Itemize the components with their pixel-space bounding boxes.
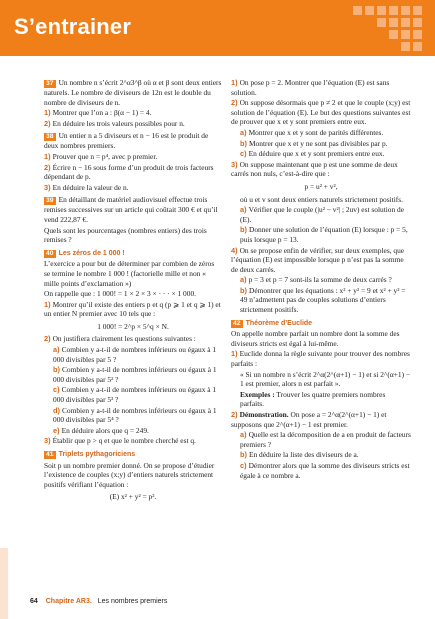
subquestion-text: Montrer que x et y sont de parités différentes. xyxy=(248,127,384,137)
question-text: En déduire la valeur de n. xyxy=(52,182,129,192)
exercise-number: 38 xyxy=(46,133,54,141)
exercise-text: On rappelle que : 1 000! = 1 × 2 × 3 × · · · × 1 000. xyxy=(44,289,196,299)
chapter-title: Les nombres premiers xyxy=(97,598,168,605)
formula: p = u² + v², xyxy=(304,181,338,191)
subquestion-text: En déduire alors que q = 249. xyxy=(61,425,149,435)
question-text: « Si un nombre n s’écrit 2^α(2^(α+1) − 1) et si 2^(α+1) − 1 est premier, alors n est parfait ». xyxy=(240,369,411,389)
page-title: S’entrainer xyxy=(14,14,132,39)
question-text: On justifiera clairement les questions suivantes : xyxy=(52,334,196,344)
left-column xyxy=(44,78,222,505)
formula: 1 000! = 2^p × 5^q × N. xyxy=(97,321,169,331)
question-text: Écrire n − 16 sous forme d’un produit de trois facteurs dépendant de p. xyxy=(44,162,214,182)
exercise-text: Quels sont les pourcentages (nombres entiers) des trois remises ? xyxy=(44,225,207,245)
exercise-42: 42 Théorème d’Euclide On appelle nombre parfait un nombre dont la somme des diviseurs stricts est égal à lui-même. 1) Euclide donna la règle suivante pour trouver des nombres parfaits : « Si un nombre n s’écrit 2^α(2^(α+1) − 1) et si 2^(α+1) − 1 est premier, alors n est parfait ». Exemples : Trouver les quatre premiers nombres parfaits. 2) Démonstration. On pose a = 2^α(2^(α+1) − 1) et supposons que 2^(α+1) − 1 est premier. a) Quelle est la décomposition de a en produit de facteurs premiers ? b) En déduire la liste des diviseurs de a. c) Démontrer alors que la somme des diviseurs stricts est égale à ce nombre a. xyxy=(231,319,411,480)
exercise-number: 40 xyxy=(46,249,54,257)
subquestion-text: En déduire que x et y sont premiers entre eux. xyxy=(248,149,385,159)
exercise-text: Un nombre n s’écrit 2^α3^β où α et β sont deux entiers naturels. Le nombre de diviseurs de 12n est le double du nombre de diviseurs de n. xyxy=(44,78,222,107)
exercise-title: Les zéros de 1 000 ! xyxy=(58,249,125,257)
exercise-40: 40 Les zéros de 1 000 ! L’exercice a pour but de déterminer par combien de zéros se termine le nombre 1 000 ! (factorielle mille et non « mille points d’exclamation ») On rappelle que : 1 000! = 1 × 2 × 3 × · · · × 1 000. 1) Montrer qu’il existe des entiers p et q (p ⩾ 1 et q ⩾ 1) et un entier N premier avec 10 tels que : 1 000! = 2^p × 5^q × N. 2) On justifiera clairement les questions suivantes : a) Combien y a-t-il de nombres inférieurs ou égaux à 1 000 divisibles par 5 ? b) Combien y a-t-il de nombres inférieurs ou égaux à 1 000 divisibles par 5² ? c) Combien y a-t-il de nombres inférieurs ou égaux à 1 000 divisibles par 5³ ? d) Combien y a-t-il de nombres inférieurs ou égaux à 1 000 divisibles par 5⁴ ? e) En déduire alors que q = 249. 3) Établir que p > q et que le nombre cherché est q. xyxy=(44,249,221,446)
question-text: Trouver les quatre premiers nombres parfaits. xyxy=(240,389,386,409)
subquestion-text: Combien y a-t-il de nombres inférieurs ou égaux à 1 000 divisibles par 5² ? xyxy=(53,365,217,384)
exercise-title: Triplets pythagoriciens xyxy=(58,451,136,458)
question-text: Prouver que n = p⁴, avec p premier. xyxy=(52,151,158,161)
subquestion-text: Montrer que x et y ne sont pas divisibles par p. xyxy=(248,138,388,148)
subquestion-text: Combien y a-t-il de nombres inférieurs ou égaux à 1 000 divisibles par 5³ ? xyxy=(53,385,217,405)
subquestion-text: En déduire la liste des diviseurs de a. xyxy=(248,450,359,460)
exercise-number: 41 xyxy=(46,451,54,458)
subquestion-text: Donner une solution de l’équation (E) lorsque : p = 5, puis lorsque p = 13. xyxy=(240,225,408,244)
exercise-39 xyxy=(44,195,222,244)
subquestion-text: Combien y a-t-il de nombres inférieurs ou égaux à 1 000 divisibles par 5⁴ ? xyxy=(53,405,217,425)
exercise-38: 38 Un entier n a 5 diviseurs et n − 16 est le produit de deux nombres premiers. 1) Prouver que n = p⁴, avec p premier. 2) Écrire n − 16 sous forme d’un produit de trois facteurs dépendant de p. 3) En déduire la valeur de n. xyxy=(44,131,214,192)
page-number: 64 xyxy=(30,598,38,605)
exercise-number: 42 xyxy=(233,319,241,327)
subquestion-text: Démontrer alors que la somme des diviseurs stricts est égale à ce nombre a. xyxy=(240,460,410,480)
exercise-text: En détaillant de matériel audiovisuel effectue trois remises successives sur un article qui coûtait 300 € et qu’il vend 222,87 €. xyxy=(44,195,218,224)
exercise-text: On appelle nombre parfait un nombre dont la somme des diviseurs stricts est égal à lui-même. xyxy=(231,329,400,348)
question-text: On pose a = 2^α(2^(α+1) − 1) et supposons que 2^(α+1) − 1 est premier. xyxy=(231,410,387,429)
question-text: Montrer qu’il existe des entiers p et q (p ⩾ 1 et q ⩾ 1) et un entier N premier avec 10 tels que : xyxy=(44,299,221,319)
question-text: où u et v sont deux entiers naturels strictement positifs. xyxy=(240,194,403,204)
subquestion-text: Quelle est la décomposition de a en produit de facteurs premiers ? xyxy=(240,430,411,449)
question-text: Euclide donna la règle suivante pour trouver des nombres parfaits : xyxy=(231,349,410,369)
exercise-text: Un entier n a 5 diviseurs et n − 16 est le produit de deux nombres premiers. xyxy=(44,131,209,151)
equation: (E) x² + y² = p². xyxy=(109,492,157,502)
subquestion-text: Démontrer que les équations : x² + y² = 9 et x² + y² = 49 n’admettent pas de couples solutions d’entiers strictement positifs. xyxy=(240,285,406,315)
side-tab xyxy=(0,548,8,619)
page-footer xyxy=(30,598,167,605)
exercise-text: L’exercice a pour but de déterminer par combien de zéros se termine le nombre 1 000 ! (factorielle mille et non « mille points d’exclamation ») xyxy=(44,259,215,288)
subquestion-text: Vérifier que le couple (|u² − v²| ; 2uv) est solution de (E). xyxy=(240,205,405,224)
exercise-text: Soit p un nombre premier donné. On se propose d’étudier l’existence de couples (x;y) d’entiers naturels strictement positifs vérifiant l’équation : xyxy=(44,460,215,489)
question-text: Montrer que l’on a : β(α − 1) = 4. xyxy=(52,108,152,118)
exercise-number: 39 xyxy=(46,197,54,205)
decorative-grid xyxy=(353,6,425,52)
question-text: On se propose enfin de vérifier, sur deux exemples, que l’équation (E) est impossible lorsque p n’est pas la somme de deux carrés. xyxy=(231,245,405,274)
header-banner xyxy=(0,0,435,56)
exercise-number: 37 xyxy=(46,80,54,87)
question-text: On suppose désormais que p ≠ 2 et que le couple (x;y) est solution de l’équation (E). Le but des questions suivantes est de prouver que x et y sont premiers entre eux. xyxy=(231,98,411,127)
subquestion-text: Combien y a-t-il de nombres inférieurs ou égaux à 1 000 divisibles par 5 ? xyxy=(53,345,217,364)
chapter-label: Chapitre AR3. xyxy=(45,598,92,605)
exercise-title: Théorème d’Euclide xyxy=(245,319,313,327)
examples-label: Exemples : xyxy=(240,389,275,399)
exercise-37: 37 Un nombre n s’écrit 2^α3^β où α et β sont deux entiers naturels. Le nombre de diviseurs de 12n est le double du nombre de diviseurs de n. 1) Montrer que l’on a : β(α − 1) = 4. 2) En déduire les trois valeurs possibles pour n. xyxy=(44,78,222,128)
question-text: On pose p = 2. Montrer que l’équation (E) est sans solution. xyxy=(231,78,390,97)
question-text: En déduire les trois valeurs possibles pour n. xyxy=(52,118,185,128)
right-column: 1) On pose p = 2. Montrer que l’équation (E) est sans solution. 2) On suppose désormais que p ≠ 2 et que le couple (x;y) est solution de l’équation (E). Le but des questions suivantes est de prouver que x et y sont premiers entre eux. a) Montrer que x et y sont de parités différentes. b) Montrer que x et y ne sont pas divisibles par p. c) En déduire que x et y sont premiers entre eux. 3) On suppose maintenant que p est une somme de deux carrés non nuls, c’est-à-dire que : p = u² + v², où u et v sont deux entiers naturels strictement positifs. a) Vérifier que le couple (|u² − v²| ; 2uv) est solution de (E). b) Donner une solution de l’équation (E) lorsque : p = 5, puis lorsque p = 13. 4) On se propose enfin de vérifier, sur deux exemples, que l’équation (E) est impossible lorsque p n’est pas la somme de deux carrés. a) p = 3 et p = 7 sont-ils la somme de deux carrés ? b) Démontrer que les équations : x² + y² = 9 et x² + y² = 49 n’admettent pas de couples solutions d’entiers strictement positifs. 42 Théorème d’Euclide On appelle nombre parfait un nombre dont la somme des diviseurs stricts est égal à lui-même. 1) Euclide donna la règle suivante pour trouver des nombres parfaits : « Si un nombre n s’écrit 2^α(2^(α+1) − 1) et si 2^(α+1) − 1 est premier, alors n est parfait ». Exemples : Trouver les quatre premiers nombres parfaits. 2) Démonstration. On pose a = 2^α(2^(α+1) − 1) et supposons que 2^(α+1) − 1 est premier. a) Quelle est la décomposition de a en produit de facteurs premiers ? b) En déduire la liste des diviseurs de a. c) Démontrer alors que la somme des diviseurs stricts est égale à ce nombre a. xyxy=(231,78,411,480)
exercise-41 xyxy=(44,449,222,502)
question-text: On suppose maintenant que p est une somme de deux carrés non nuls, c’est-à-dire que : xyxy=(231,159,398,179)
demonstration-label: Démonstration. xyxy=(239,410,289,419)
subquestion-text: p = 3 et p = 7 sont-ils la somme de deux carrés ? xyxy=(248,275,392,285)
question-text: Établir que p > q et que le nombre cherché est q. xyxy=(52,436,196,446)
